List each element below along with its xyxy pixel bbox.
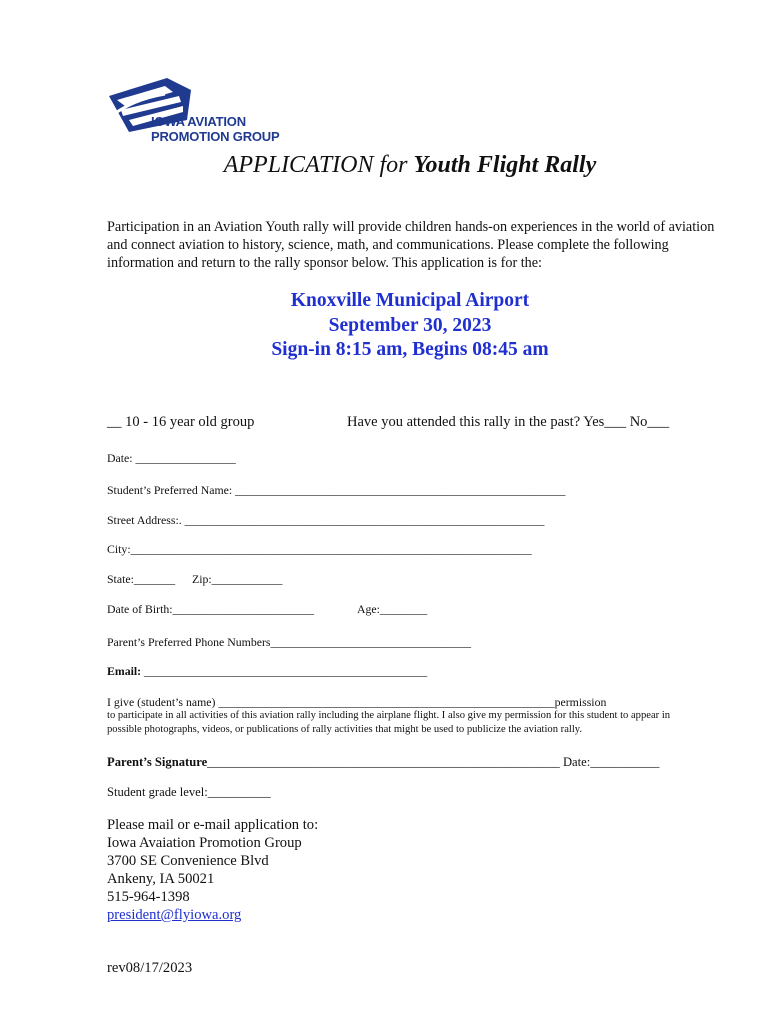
mail-city: Ankeny, IA 50021 — [107, 871, 215, 887]
mailing-block — [107, 816, 318, 924]
city-field[interactable]: City:____________________________________________________________________ — [107, 542, 532, 556]
iowa-aviation-logo — [107, 76, 292, 148]
date-field[interactable]: Date: _________________ — [107, 451, 236, 465]
logo-line-1: IOWA AVIATION — [151, 114, 246, 129]
permission-name-field[interactable]: I give (student’s name) _________________________________________________________permission — [107, 695, 607, 709]
page-title — [0, 152, 770, 179]
event-location: Knoxville Municipal Airport — [290, 290, 530, 311]
event-date: September 30, 2023 — [328, 315, 492, 336]
attended-question[interactable]: Have you attended this rally in the past? Yes___ No___ — [347, 414, 670, 430]
mail-street: 3700 SE Convenience Blvd — [107, 853, 269, 869]
permission-text-1: to participate in all activities of this aviation rally including the airplane flight. I also give my permission for this student to appear in — [107, 710, 671, 721]
title-part-2: Youth Flight Rally — [413, 152, 597, 178]
event-time: Sign-in 8:15 am, Begins 08:45 am — [271, 339, 549, 360]
email-label: Email: — [107, 664, 142, 678]
state-field[interactable]: State:_______ — [107, 572, 176, 586]
intro-paragraph: Participation in an Aviation Youth rally will provide children hands-on experiences in the world of aviation and connect aviation to history, science, math, and communications. Please complete the following information and return to the rally sponsor below. This application is for the: — [107, 219, 715, 271]
mail-header: Please mail or e-mail application to: — [107, 817, 319, 833]
mail-email-link[interactable]: president@flyiowa.org — [107, 907, 242, 923]
email-line: ________________________________________________ — [141, 664, 428, 678]
permission-text-2: possible photographs, videos, or publications of rally activities that might be used to publicize the aviation rally. — [107, 724, 583, 735]
title-part-1: APPLICATION for — [223, 152, 414, 178]
email-field[interactable] — [107, 664, 427, 679]
age-group-field[interactable]: __ 10 - 16 year old group — [107, 414, 255, 430]
signature-field[interactable] — [107, 755, 659, 770]
phone-field[interactable]: Parent’s Preferred Phone Numbers__________________________________ — [107, 635, 472, 649]
logo-line-2: PROMOTION GROUP — [151, 129, 280, 144]
grade-field[interactable]: Student grade level:__________ — [107, 785, 271, 799]
dob-field[interactable]: Date of Birth:________________________ — [107, 602, 315, 616]
revision-label: rev08/17/2023 — [107, 960, 193, 976]
mail-phone: 515-964-1398 — [107, 889, 190, 905]
mail-org: Iowa Avaiation Promotion Group — [107, 835, 302, 851]
signature-label: Parent’s Signature — [107, 755, 208, 769]
street-address-field[interactable]: Street Address:. _____________________________________________________________ — [107, 513, 545, 527]
zip-field[interactable]: Zip:____________ — [192, 572, 283, 586]
signature-line: ________________________________________________________ Date:___________ — [207, 755, 660, 769]
student-name-field[interactable]: Student’s Preferred Name: ________________________________________________________ — [107, 483, 566, 497]
age-field[interactable]: Age:________ — [357, 602, 428, 616]
